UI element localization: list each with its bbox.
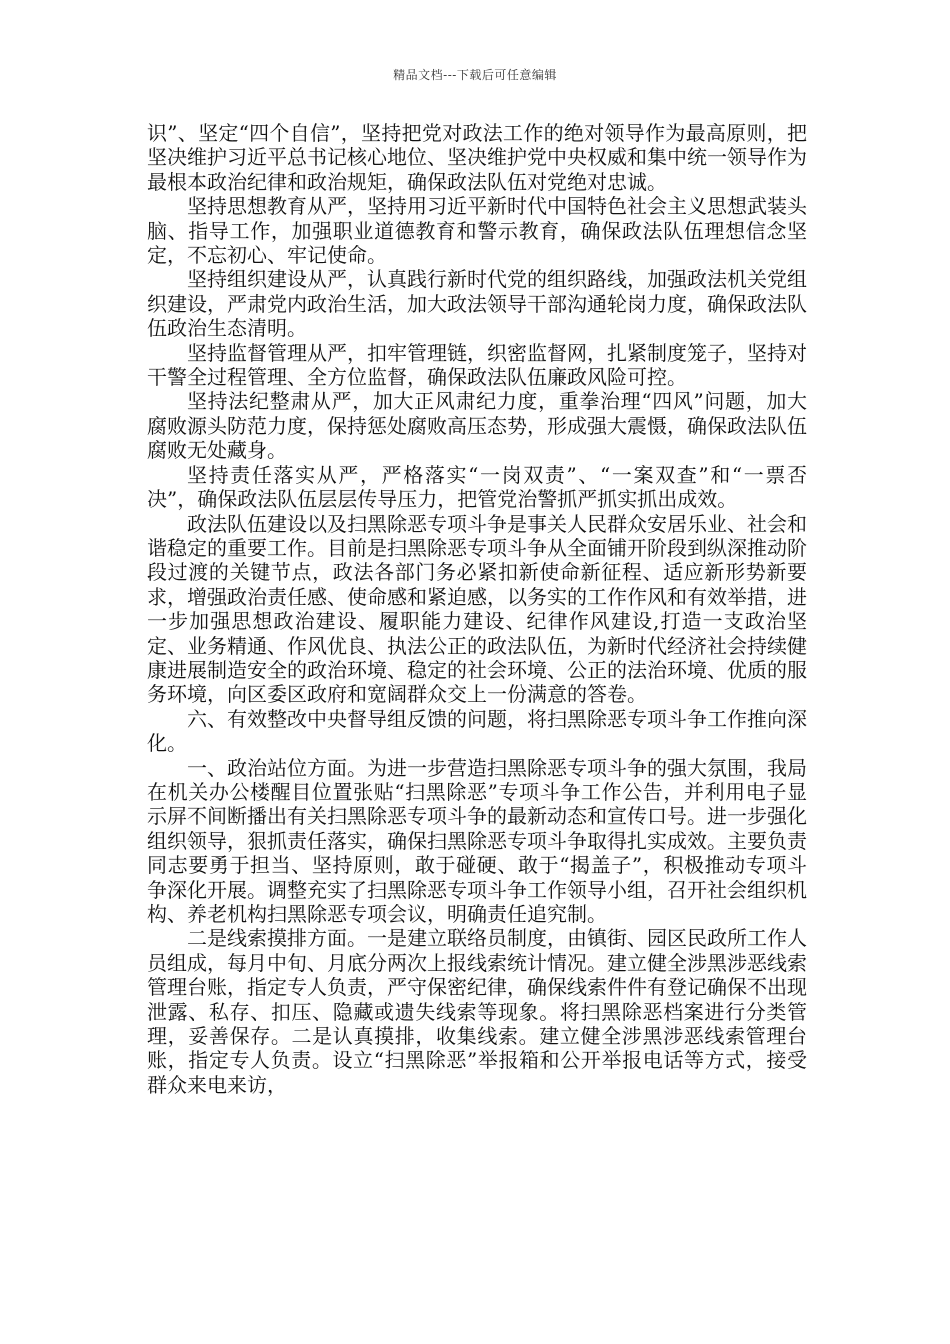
paragraph-clue-investigation: 二是线索摸排方面。一是建立联络员制度，由镇街、园区民政所工作人员组成，每月中旬、月底分两次上报线索统计情况。建立健全涉黑涉恶线索管理台账，指定专人负责，严守保密纪律，确保线索件件有登记确保不出现泄露、私存、扣压、隐藏或遗失线索等现象。将扫黑除恶档案进行分类管理，妥善保存。二是认真摸排，收集线索。建立健全涉黑涉恶线索管理台账，指定专人负责。设立“扫黑除恶”举报箱和公开举报电话等方式，接受群众来电来访，	[147, 926, 807, 1097]
paragraph-responsibility: 坚持责任落实从严，严格落实“一岗双责”、“一案双查”和“一票否决”，确保政法队伍层层传导压力，把管党治警抓严抓实抓出成效。	[147, 462, 807, 512]
document-body	[147, 121, 807, 1097]
paragraph-team-building-summary: 政法队伍建设以及扫黑除恶专项斗争是事关人民群众安居乐业、社会和谐稳定的重要工作。目前是扫黑除恶专项斗争从全面铺开阶段到纵深推动阶段过渡的关键节点，政法各部门务必紧扣新使命新征程、适应新形势新要求，增强政治责任感、使命感和紧迫感，以务实的工作作风和有效举措，进一步加强思想政治建设、履职能力建设、纪律作风建设,打造一支政治坚定、业务精通、作风优良、执法公正的政法队伍，为新时代经济社会持续健康进展制造安全的政治环境、稳定的社会环境、公正的法治环境、优质的服务环境，向区委区政府和宽阔群众交上一份满意的答卷。	[147, 511, 807, 707]
section-heading-six: 六、有效整改中央督导组反馈的问题，将扫黑除恶专项斗争工作推向深化。	[147, 706, 807, 756]
paragraph-discipline: 坚持法纪整肃从严，加大正风肃纪力度，重拳治理“四风”问题，加大腐败源头防范力度，保持惩处腐败高压态势，形成强大震慑，确保政法队伍腐败无处藏身。	[147, 389, 807, 463]
paragraph-continuation: 识”、坚定“四个自信”，坚持把党对政法工作的绝对领导作为最高原则，把坚决维护习近平总书记核心地位、坚决维护党中央权威和集中统一领导作为最根本政治纪律和政治规矩，确保政法队伍对党绝对忠诚。	[147, 121, 807, 194]
paragraph-political-stance: 一、政治站位方面。为进一步营造扫黑除恶专项斗争的强大氛围，我局在机关办公楼醒目位置张贴“扫黑除恶”专项斗争工作公告，并利用电子显示屏不间断播出有关扫黑除恶专项斗争的最新动态和宣传口号。进一步强化组织领导，狠抓责任落实，确保扫黑除恶专项斗争取得扎实成效。主要负责同志要勇于担当、坚持原则，敢于碰硬、敢于“揭盖子”，积极推动专项斗争深化开展。调整充实了扫黑除恶专项斗争工作领导小组，召开社会组织机构、养老机构扫黑除恶专项会议，明确责任追究制。	[147, 755, 807, 926]
paragraph-supervision: 坚持监督管理从严，扣牢管理链，织密监督网，扎紧制度笼子，坚持对干警全过程管理、全方位监督，确保政法队伍廉政风险可控。	[147, 340, 807, 390]
page-header: 精品文档---下载后可任意编辑	[393, 68, 557, 82]
paragraph-ideological-education: 坚持思想教育从严，坚持用习近平新时代中国特色社会主义思想武装头脑、指导工作，加强职业道德教育和警示教育，确保政法队伍理想信念坚定，不忘初心、牢记使命。	[147, 194, 807, 268]
paragraph-organization-building: 坚持组织建设从严，认真践行新时代党的组织路线，加强政法机关党组织建设，严肃党内政治生活，加大政法领导干部沟通轮岗力度，确保政法队伍政治生态清明。	[147, 267, 807, 341]
